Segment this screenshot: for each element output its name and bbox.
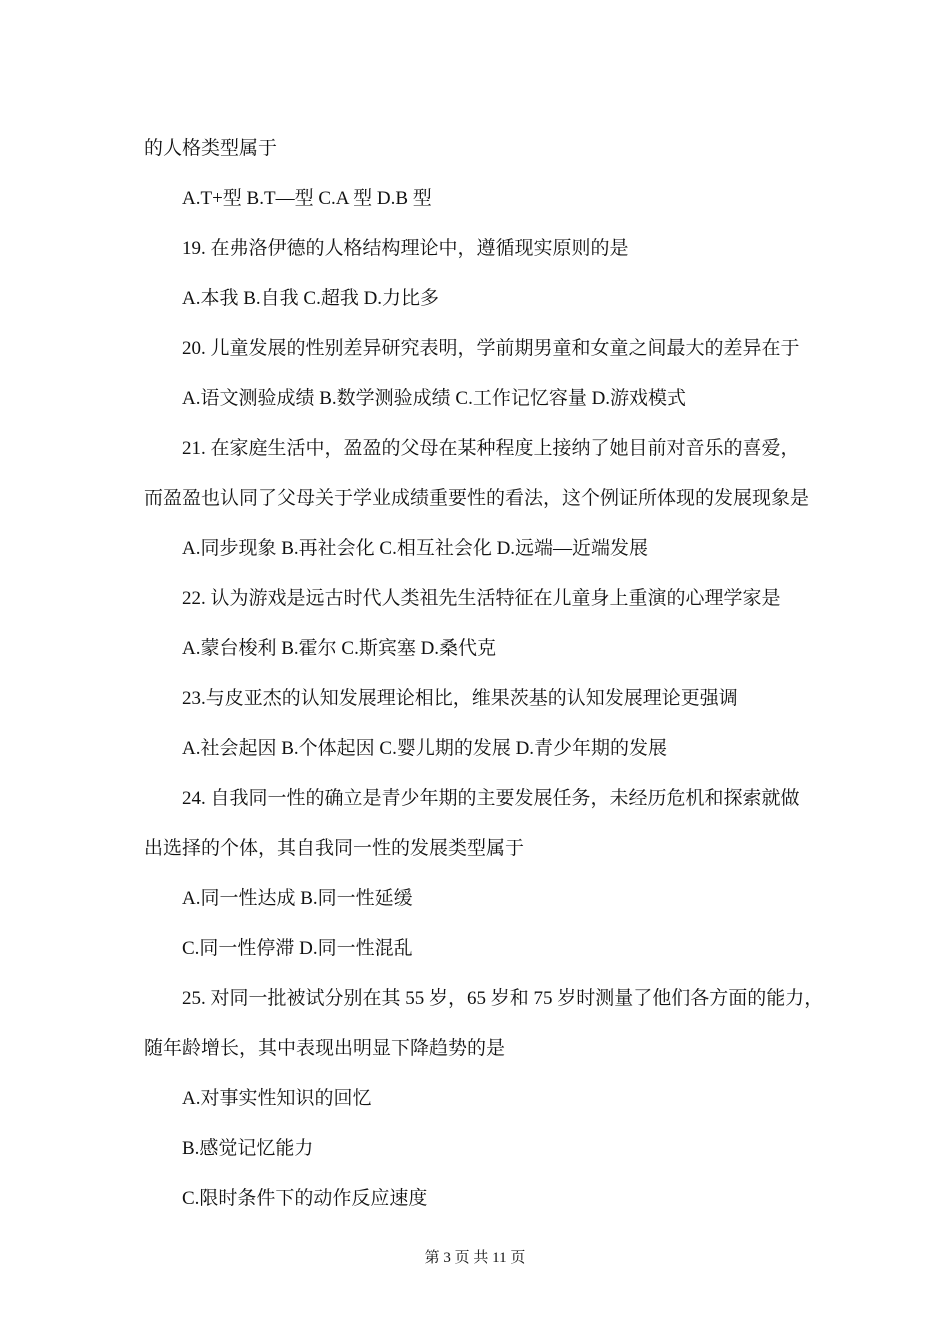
answer-options: A.本我 B.自我 C.超我 D.力比多 — [182, 288, 440, 309]
question-22: 22. 认为游戏是远古时代人类祖先生活特征在儿童身上重演的心理学家是 — [182, 588, 781, 609]
question-21-continued: 而盈盈也认同了父母关于学业成绩重要性的看法，这个例证所体现的发展现象是 — [144, 488, 810, 509]
question-24: 24. 自我同一性的确立是青少年期的主要发展任务，未经历危机和探索就做 — [182, 788, 800, 809]
question-23: 23.与皮亚杰的认知发展理论相比，维果茨基的认知发展理论更强调 — [182, 688, 738, 709]
text-line: 的人格类型属于 — [144, 138, 278, 159]
answer-options: A.T+型 B.T—型 C.A 型 D.B 型 — [182, 188, 432, 209]
answer-option-a: A.对事实性知识的回忆 — [182, 1088, 372, 1109]
page-body — [144, 124, 824, 1224]
answer-options: C.同一性停滞 D.同一性混乱 — [182, 938, 413, 959]
question-25-continued: 随年龄增长，其中表现出明显下降趋势的是 — [144, 1038, 506, 1059]
answer-options: A.同一性达成 B.同一性延缓 — [182, 888, 413, 909]
question-20: 20. 儿童发展的性别差异研究表明，学前期男童和女童之间最大的差异在于 — [182, 338, 800, 359]
question-19: 19. 在弗洛伊德的人格结构理论中，遵循现实原则的是 — [182, 238, 629, 259]
question-24-continued: 出选择的个体，其自我同一性的发展类型属于 — [144, 838, 525, 859]
answer-options: A.社会起因 B.个体起因 C.婴儿期的发展 D.青少年期的发展 — [182, 738, 668, 759]
answer-option-b: B.感觉记忆能力 — [182, 1138, 314, 1159]
answer-options: A.同步现象 B.再社会化 C.相互社会化 D.远端—近端发展 — [182, 538, 649, 559]
page-number-footer: 第 3 页 共 11 页 — [424, 1250, 526, 1266]
question-25: 25. 对同一批被试分别在其 55 岁，65 岁和 75 岁时测量了他们各方面的能力， — [182, 988, 824, 1009]
answer-option-c: C.限时条件下的动作反应速度 — [182, 1188, 428, 1209]
question-21: 21. 在家庭生活中，盈盈的父母在某种程度上接纳了她目前对音乐的喜爱， — [182, 438, 800, 459]
answer-options: A.蒙台梭利 B.霍尔 C.斯宾塞 D.桑代克 — [182, 638, 497, 659]
answer-options: A.语文测验成绩 B.数学测验成绩 C.工作记忆容量 D.游戏模式 — [182, 388, 687, 409]
